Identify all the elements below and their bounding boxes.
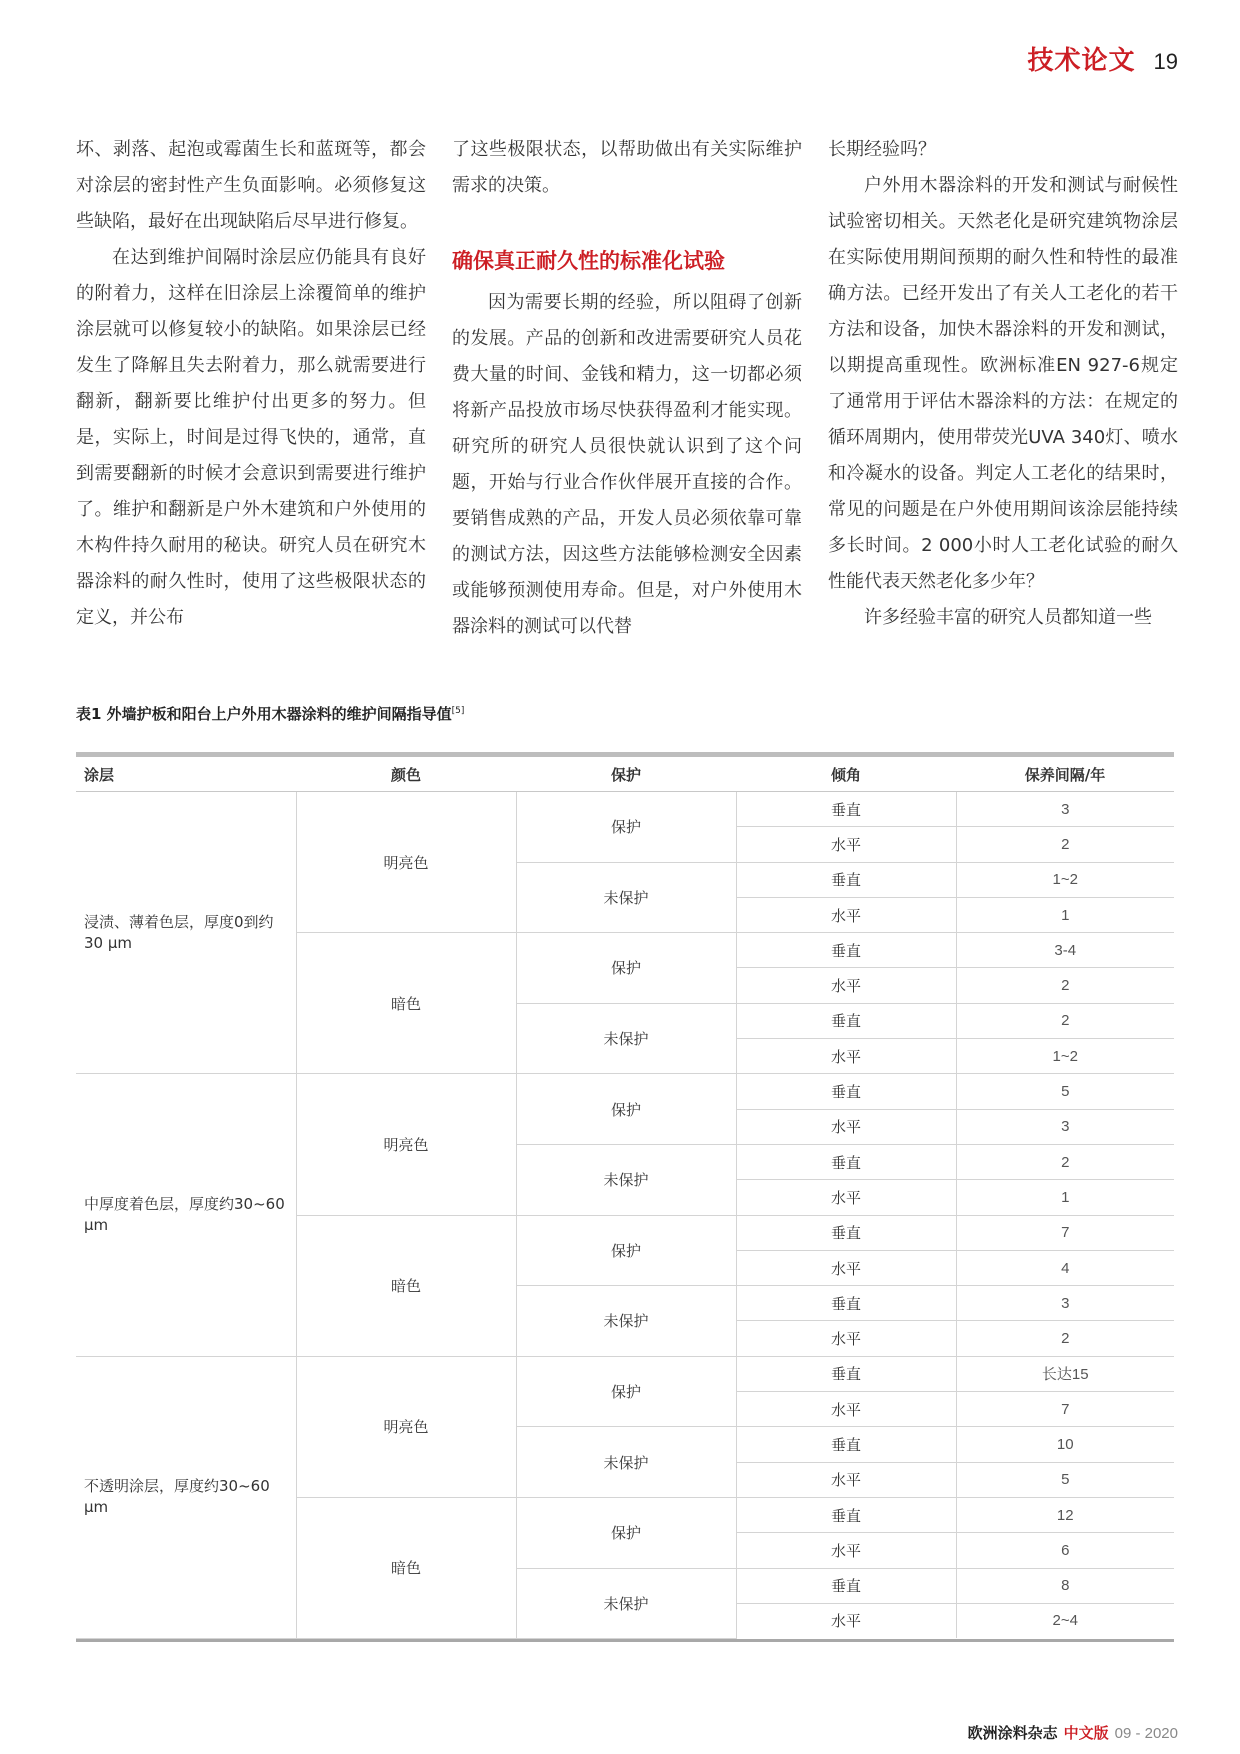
orientation-cell: 垂直 — [736, 933, 956, 968]
protection-cell: 保护 — [516, 1074, 736, 1145]
interval-value-cell: 2~4 — [956, 1603, 1174, 1638]
orientation-cell: 垂直 — [736, 1074, 956, 1109]
page-footer — [968, 1722, 1178, 1743]
color-cell: 暗色 — [296, 933, 516, 1074]
interval-value-cell: 2 — [956, 1144, 1174, 1179]
interval-value-cell: 1~2 — [956, 862, 1174, 897]
orientation-cell: 水平 — [736, 1462, 956, 1497]
paragraph: 了这些极限状态，以帮助做出有关实际维护需求的决策。 — [452, 139, 802, 196]
orientation-cell: 水平 — [736, 1180, 956, 1215]
paragraph: 坏、剥落、起泡或霉菌生长和蓝斑等，都会对涂层的密封性产生负面影响。必须修复这些缺陷，最好在出现缺陷后尽早进行修复。 — [76, 139, 426, 232]
interval-value-cell: 3 — [956, 1109, 1174, 1144]
column-header: 保护 — [516, 757, 736, 792]
protection-cell: 未保护 — [516, 1286, 736, 1357]
orientation-cell: 水平 — [736, 897, 956, 932]
protection-cell: 保护 — [516, 1497, 736, 1568]
column-header: 颜色 — [296, 757, 516, 792]
magazine-name: 欧洲涂料杂志 — [967, 1724, 1058, 1742]
interval-value-cell: 8 — [956, 1568, 1174, 1603]
orientation-cell: 水平 — [736, 1109, 956, 1144]
text-column-1 — [76, 132, 426, 636]
interval-value-cell: 3-4 — [956, 933, 1174, 968]
orientation-cell: 垂直 — [736, 1497, 956, 1532]
column-header: 保养间隔/年 — [956, 757, 1174, 792]
text-column-3 — [828, 132, 1178, 636]
interval-value-cell: 10 — [956, 1427, 1174, 1462]
interval-value-cell: 1 — [956, 1180, 1174, 1215]
edition-label: 中文版 — [1063, 1724, 1109, 1742]
color-cell: 明亮色 — [296, 792, 516, 933]
interval-value-cell: 7 — [956, 1215, 1174, 1250]
table-row — [76, 1074, 1174, 1109]
orientation-cell: 水平 — [736, 968, 956, 1003]
paragraph: 长期经验吗？ — [828, 139, 936, 160]
interval-value-cell: 1~2 — [956, 1039, 1174, 1074]
table-bottom-rule — [76, 1639, 1174, 1642]
color-cell: 明亮色 — [296, 1356, 516, 1497]
coating-cell: 不透明涂层，厚度约30~60 µm — [76, 1356, 296, 1638]
interval-value-cell: 5 — [956, 1462, 1174, 1497]
interval-value-cell: 2 — [956, 1321, 1174, 1356]
table-caption — [76, 703, 464, 724]
color-cell: 明亮色 — [296, 1074, 516, 1215]
protection-cell: 保护 — [516, 1215, 736, 1286]
protection-cell: 未保护 — [516, 1568, 736, 1638]
orientation-cell: 垂直 — [736, 1568, 956, 1603]
protection-cell: 保护 — [516, 933, 736, 1004]
page-header — [1028, 40, 1179, 77]
column-header: 倾角 — [736, 757, 956, 792]
article-body — [76, 132, 1176, 672]
orientation-cell: 垂直 — [736, 1286, 956, 1321]
protection-cell: 未保护 — [516, 1144, 736, 1215]
coating-cell: 浸渍、薄着色层，厚度0到约30 µm — [76, 792, 296, 1074]
orientation-cell: 垂直 — [736, 792, 956, 827]
text-column-2 — [452, 132, 802, 645]
section-label: 技术论文 — [1027, 46, 1136, 76]
table-row — [76, 1356, 1174, 1391]
orientation-cell: 水平 — [736, 1321, 956, 1356]
paragraph: 在达到维护间隔时涂层应仍能具有良好的附着力，这样在旧涂层上涂覆简单的维护涂层就可以修复较小的缺陷。如果涂层已经发生了降解且失去附着力，那么就需要进行翻新，翻新要比维护付出更多的努力。但是，实际上，时间是过得飞快的，通常，直到需要翻新的时候才会意识到需要进行维护了。维护和翻新是户外木建筑和户外使用的木构件持久耐用的秘诀。研究人员在研究木器涂料的耐久性时，使用了这些极限状态的定义，并公布 — [76, 247, 426, 628]
color-cell: 暗色 — [296, 1215, 516, 1356]
color-cell: 暗色 — [296, 1497, 516, 1638]
paragraph: 许多经验丰富的研究人员都知道一些 — [864, 607, 1152, 628]
protection-cell: 未保护 — [516, 1427, 736, 1498]
issue-label: 09 - 2020 — [1114, 1725, 1178, 1742]
table-caption-text: 表1 外墙护板和阳台上户外用木器涂料的维护间隔指导值 — [76, 705, 452, 723]
orientation-cell: 水平 — [736, 1392, 956, 1427]
orientation-cell: 水平 — [736, 1039, 956, 1074]
maintenance-table — [76, 752, 1174, 1642]
orientation-cell: 垂直 — [736, 1356, 956, 1391]
interval-value-cell: 6 — [956, 1533, 1174, 1568]
interval-value-cell: 3 — [956, 1286, 1174, 1321]
interval-value-cell: 2 — [956, 827, 1174, 862]
table-row — [76, 792, 1174, 827]
interval-value-cell: 3 — [956, 792, 1174, 827]
interval-value-cell: 5 — [956, 1074, 1174, 1109]
table-reference: [5] — [451, 706, 465, 716]
column-header: 涂层 — [76, 757, 296, 792]
interval-value-cell: 2 — [956, 968, 1174, 1003]
interval-value-cell: 2 — [956, 1003, 1174, 1038]
orientation-cell: 水平 — [736, 827, 956, 862]
table-header-row — [76, 757, 1174, 792]
orientation-cell: 水平 — [736, 1533, 956, 1568]
interval-value-cell: 1 — [956, 897, 1174, 932]
protection-cell: 保护 — [516, 792, 736, 863]
orientation-cell: 水平 — [736, 1603, 956, 1638]
page-number: 19 — [1153, 49, 1178, 74]
interval-value-cell: 4 — [956, 1250, 1174, 1285]
interval-value-cell: 长达15 — [956, 1356, 1174, 1391]
interval-value-cell: 12 — [956, 1497, 1174, 1532]
coating-cell: 中厚度着色层，厚度约30~60 µm — [76, 1074, 296, 1356]
paragraph: 因为需要长期的经验，所以阻碍了创新的发展。产品的创新和改进需要研究人员花费大量的时间、金钱和精力，这一切都必须将新产品投放市场尽快获得盈利才能实现。研究所的研究人员很快就认识到了这个问题，开始与行业合作伙伴展开直接的合作。要销售成熟的产品，开发人员必须依靠可靠的测试方法，因这些方法能够检测安全因素或能够预测使用寿命。但是，对户外使用木器涂料的测试可以代替 — [452, 292, 802, 637]
section-heading: 确保真正耐久性的标准化试验 — [452, 249, 725, 273]
protection-cell: 未保护 — [516, 862, 736, 933]
orientation-cell: 垂直 — [736, 1144, 956, 1179]
interval-value-cell: 7 — [956, 1392, 1174, 1427]
orientation-cell: 垂直 — [736, 1427, 956, 1462]
paragraph: 户外用木器涂料的开发和测试与耐候性试验密切相关。天然老化是研究建筑物涂层在实际使用期间预期的耐久性和特性的最准确方法。已经开发出了有关人工老化的若干方法和设备，加快木器涂料的开发和测试，以期提高重现性。欧洲标准EN 927-6规定了通常用于评估木器涂料的方法：在规定的循环周期内，使用带荧光UVA 340灯、喷水和冷凝水的设备。判定人工老化的结果时，常见的问题是在户外使用期间该涂层能持续多长时间。2 000小时人工老化试验的耐久性能代表天然老化多少年？ — [828, 175, 1178, 592]
orientation-cell: 垂直 — [736, 862, 956, 897]
protection-cell: 未保护 — [516, 1003, 736, 1074]
orientation-cell: 垂直 — [736, 1003, 956, 1038]
orientation-cell: 垂直 — [736, 1215, 956, 1250]
orientation-cell: 水平 — [736, 1250, 956, 1285]
protection-cell: 保护 — [516, 1356, 736, 1427]
